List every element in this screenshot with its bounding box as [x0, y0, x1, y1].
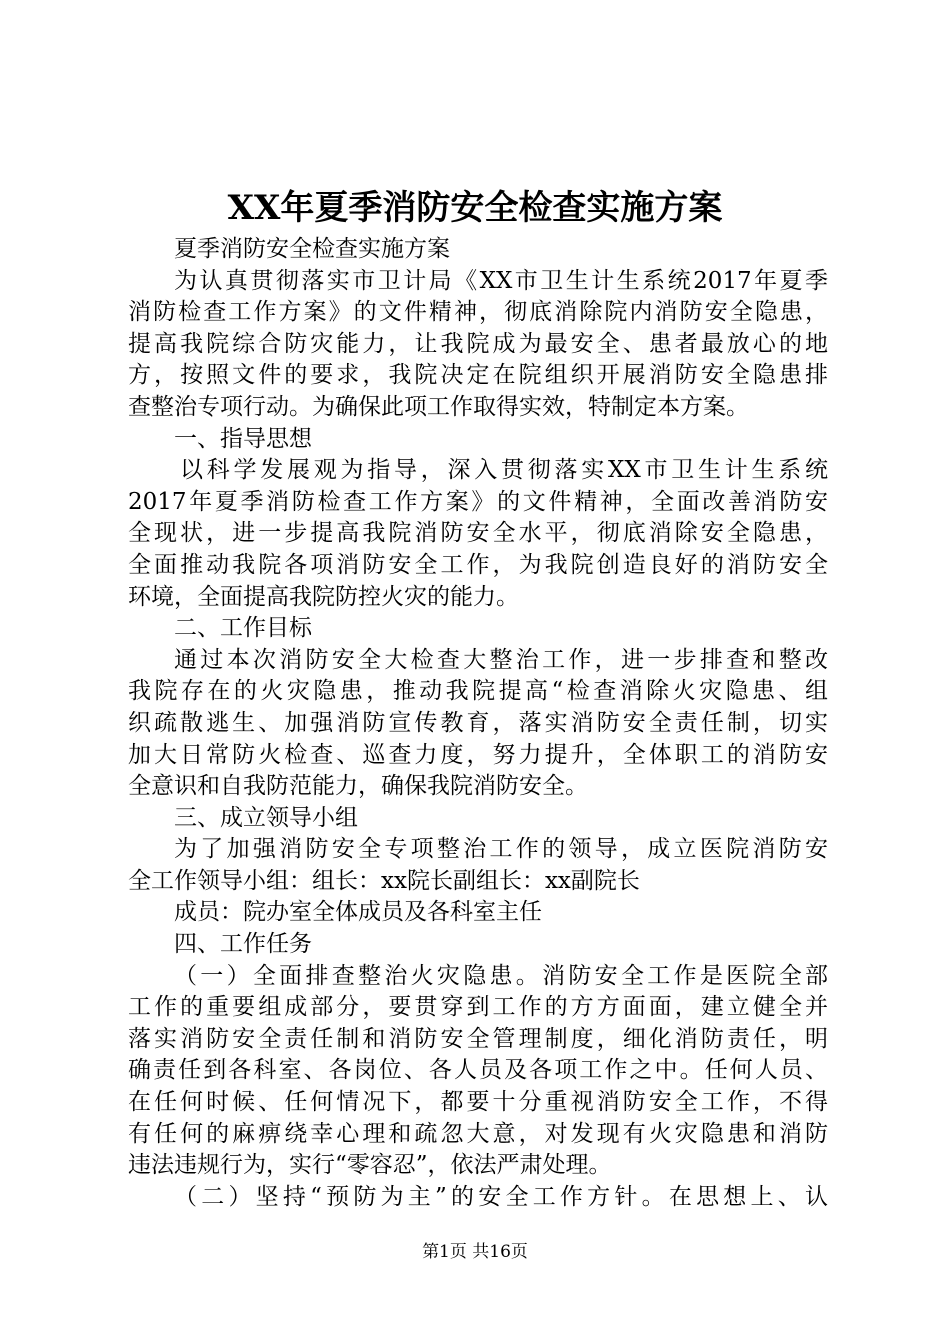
paragraph-line: 工作的重要组成部分，要贯穿到工作的方方面面，建立健全并: [128, 994, 828, 1021]
paragraph-line: 通过本次消防安全大检查大整治工作，进一步排查和整改: [174, 646, 828, 673]
paragraph-line: 环境，全面提高我院防控火灾的能力。: [128, 583, 519, 610]
page-number-footer: 第1页 共16页: [422, 1242, 528, 1262]
paragraph-line: 加大日常防火检查、巡查力度，努力提升，全体职工的消防安: [128, 741, 828, 768]
paragraph-line: 全工作领导小组：组长：xx院长副组长：xx副院长: [128, 867, 640, 894]
paragraph-line: 织疏散逃生、加强消防宣传教育，落实消防安全责任制，切实: [128, 709, 828, 736]
document-title: XX年夏季消防安全检查实施方案: [227, 188, 723, 228]
paragraph-line: 违法违规行为，实行“零容忍”，依法严肃处理。: [128, 1152, 612, 1179]
paragraph-line: 全面推动我院各项消防安全工作，为我院创造良好的消防安全: [128, 551, 828, 578]
paragraph-line: 提高我院综合防灾能力，让我院成为最安全、患者最放心的地: [128, 330, 828, 357]
paragraph-line: 落实消防安全责任制和消防安全管理制度，细化消防责任，明: [128, 1025, 828, 1052]
paragraph-line: 方，按照文件的要求，我院决定在院组织开展消防安全隐患排: [128, 362, 828, 389]
paragraph-line: 全意识和自我防范能力，确保我院消防安全。: [128, 773, 588, 800]
paragraph-line: 我院存在的火灾隐患，推动我院提高“检查消除火灾隐患、组: [128, 678, 828, 705]
paragraph-line: 确责任到各科室、各岗位、各人员及各项工作之中。任何人员、: [128, 1057, 828, 1084]
subtitle-line: 夏季消防安全检查实施方案: [174, 236, 450, 262]
paragraph-line: 全现状，进一步提高我院消防安全水平，彻底消除安全隐患，: [128, 520, 828, 547]
paragraph-line: 为认真贯彻落实市卫计局《XX市卫生计生系统2017年夏季: [174, 267, 828, 294]
paragraph-line: 在任何时候、任何情况下，都要十分重视消防安全工作，不得: [128, 1089, 828, 1116]
section-heading: 四、工作任务: [174, 931, 312, 958]
paragraph-line: 为了加强消防安全专项整治工作的领导，成立医院消防安: [174, 836, 828, 863]
section-heading: 二、工作目标: [174, 615, 312, 642]
paragraph-line: （二）坚持“预防为主”的安全工作方针。在思想上、认: [174, 1183, 828, 1210]
paragraph-line: 以科学发展观为指导，深入贯彻落实XX市卫生计生系统: [180, 457, 828, 484]
section-heading: 一、指导思想: [174, 425, 312, 452]
paragraph-line: 有任何的麻痹绕幸心理和疏忽大意，对发现有火灾隐患和消防: [128, 1120, 828, 1147]
paragraph-line: 2017年夏季消防检查工作方案》的文件精神，全面改善消防安: [128, 488, 828, 515]
document-body: [128, 234, 828, 1213]
paragraph-line: 成员：院办室全体成员及各科室主任: [174, 899, 542, 926]
section-heading: 三、成立领导小组: [174, 804, 358, 831]
paragraph-line: 消防检查工作方案》的文件精神，彻底消除院内消防安全隐患，: [128, 299, 828, 326]
paragraph-line: 查整治专项行动。为确保此项工作取得实效，特制定本方案。: [128, 393, 749, 420]
paragraph-line: （一）全面排查整治火灾隐患。消防安全工作是医院全部: [174, 962, 828, 989]
